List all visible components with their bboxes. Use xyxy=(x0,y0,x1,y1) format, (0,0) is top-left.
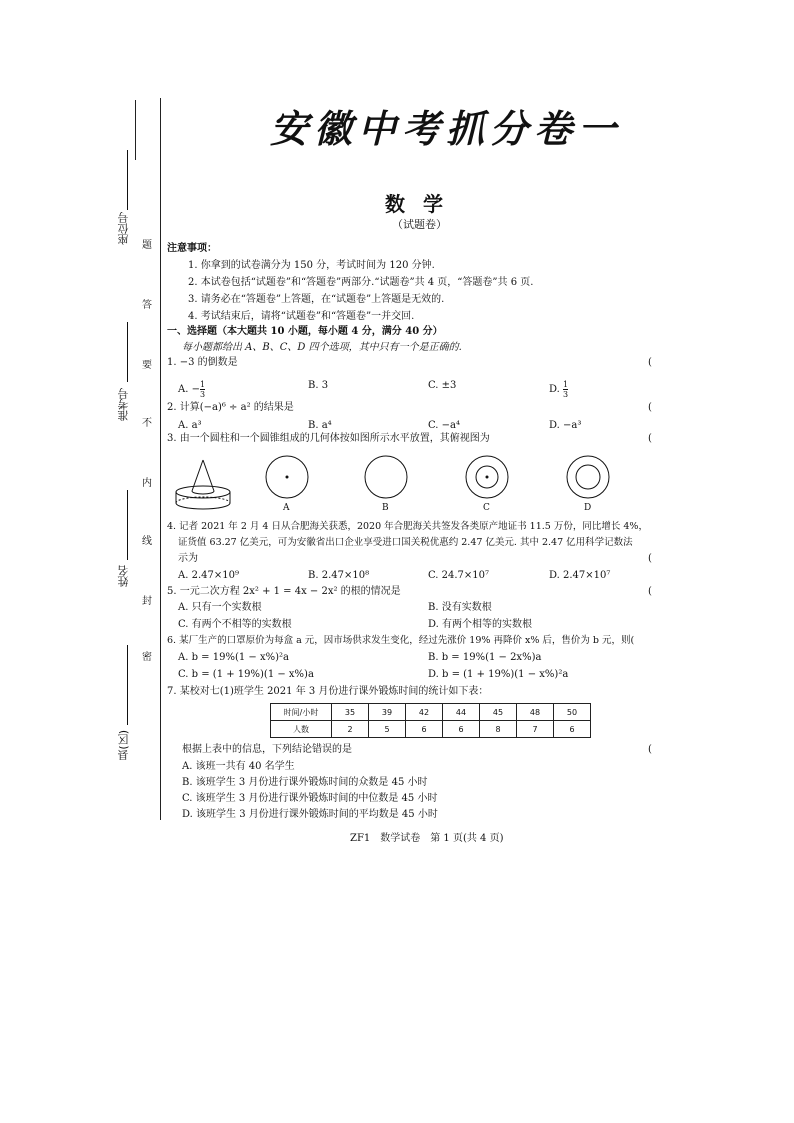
table-cell: 6 xyxy=(443,721,480,738)
table-header-cell: 时间/小时 xyxy=(271,704,332,721)
note-item: 2. 本试卷包括“试题卷”和“答题卷”两部分.“试题卷”共 4 页，“答题卷”共 6 页. xyxy=(188,277,534,288)
banner-title: 安徽中考抓分卷一 xyxy=(270,106,623,151)
q4-option-b: B. 2.47×10⁸ xyxy=(308,570,370,581)
seal-char: 线 xyxy=(142,536,152,547)
q1-option-b: B. 3 xyxy=(308,380,329,391)
table-cell: 7 xyxy=(517,721,554,738)
section-instruction: 每小题都给出 A、B、C、D 四个选项，其中只有一个是正确的. xyxy=(182,342,462,353)
q1-stem: 1. −3 的倒数是 xyxy=(167,357,238,368)
seal-char: 内 xyxy=(142,478,152,489)
q4-option-d: D. 2.47×10⁷ xyxy=(549,570,611,581)
q2-option-c: C. −a⁴ xyxy=(428,420,461,431)
table-cell: 50 xyxy=(554,704,591,721)
table-cell: 39 xyxy=(369,704,406,721)
table-cell: 6 xyxy=(554,721,591,738)
seal-char: 密 xyxy=(142,652,152,663)
table-cell: 5 xyxy=(369,721,406,738)
option-a-figure xyxy=(266,456,308,498)
q2-option-b: B. a⁴ xyxy=(308,420,332,431)
q1-option-a: A. − $\frac{1}{3}$ xyxy=(178,380,206,399)
q2-stem: 2. 计算(−a)⁶ ÷ a² 的结果是 xyxy=(167,402,294,413)
q3-label-b: B xyxy=(382,503,389,513)
q6-option-a: A. b = 19%(1 − x%)²a xyxy=(178,652,289,663)
q6-option-d: D. b = (1 + 19%)(1 − x%)²a xyxy=(428,669,569,680)
option-c-figure xyxy=(466,456,508,498)
section-title: 一、选择题（本大题共 10 小题，每小题 4 分，满分 40 分） xyxy=(167,326,443,337)
q7-table xyxy=(270,703,591,738)
note-item: 1. 你拿到的试卷满分为 150 分，考试时间为 120 分钟. xyxy=(188,260,435,271)
notes-title: 注意事项： xyxy=(167,243,217,254)
seal-char: 不 xyxy=(142,418,152,429)
q3-label-a: A xyxy=(283,503,290,513)
q4-line2: 证货值 63.27 亿美元，可为安徽省出口企业享受进口国关税优惠约 2.47 亿美元. 其中 2.47 亿用科学记数法 xyxy=(178,537,633,548)
answer-paren: ( xyxy=(648,586,652,597)
q4-option-c: C. 24.7×10⁷ xyxy=(428,570,490,581)
table-cell: 42 xyxy=(406,704,443,721)
name-blank xyxy=(127,490,128,560)
answer-paren: ( xyxy=(648,433,652,444)
q3-label-d: D xyxy=(584,503,592,513)
q1-option-c: C. ±3 xyxy=(428,380,457,391)
answer-paren: ( xyxy=(648,402,652,413)
table-row xyxy=(271,721,591,738)
q4-option-a: A. 2.47×10⁹ xyxy=(178,570,239,581)
q7-option-a: A. 该班一共有 40 名学生 xyxy=(182,761,295,772)
q1-option-d: D. $\frac{1}{3}$ xyxy=(549,380,569,399)
seal-char: 要 xyxy=(142,360,152,371)
seal-char: 答 xyxy=(142,300,152,311)
answer-paren: ( xyxy=(648,744,652,755)
q4-line3: 示为 xyxy=(178,553,198,564)
q6-option-b: B. b = 19%(1 − 2x%)a xyxy=(428,652,542,663)
county-label: 县(区) xyxy=(117,730,130,761)
exam-no-blank xyxy=(127,322,128,382)
note-item: 3. 请务必在“答题卷”上答题，在“试题卷”上答题是无效的. xyxy=(188,294,445,305)
q7-option-d: D. 该班学生 3 月份进行课外锻炼时间的平均数是 45 小时 xyxy=(182,809,438,820)
q5-option-b: B. 没有实数根 xyxy=(428,602,492,613)
q3-label-c: C xyxy=(483,503,490,513)
q5-stem: 5. 一元二次方程 2x² + 1 = 4x − 2x² 的根的情况是 xyxy=(167,586,401,597)
q6-stem: 6. 某厂生产的口罩原价为每盒 a 元，因市场供求发生变化，经过先涨价 19% 再降价 x% 后，售价为 b 元，则( xyxy=(167,635,635,646)
seat-label: 座位号 xyxy=(117,212,130,245)
answer-paren: ( xyxy=(648,553,652,564)
seal-char: 题 xyxy=(142,240,152,251)
answer-paren: ( xyxy=(648,357,652,368)
option-d-figure xyxy=(567,456,609,498)
q3-stem: 3. 由一个圆柱和一个圆锥组成的几何体按如图所示水平放置，其俯视图为 xyxy=(167,433,490,444)
table-cell: 44 xyxy=(443,704,480,721)
q2-option-a: A. a³ xyxy=(178,420,202,431)
table-cell: 35 xyxy=(332,704,369,721)
q7-stem: 7. 某校对七(1)班学生 2021 年 3 月份进行课外锻炼时间的统计如下表： xyxy=(167,686,489,697)
name-label: 姓名 xyxy=(117,565,130,587)
q4-line1: 4. 记者 2021 年 2 月 4 日从合肥海关获悉，2020 年合肥海关共签发各类原产地证书 11.5 万份，同比增长 4%， xyxy=(167,521,648,532)
table-cell: 48 xyxy=(517,704,554,721)
table-header-cell: 人数 xyxy=(271,721,332,738)
cone-cylinder-solid xyxy=(176,460,230,509)
q6-option-c: C. b = (1 + 19%)(1 − x%)a xyxy=(178,669,314,680)
table-cell: 8 xyxy=(480,721,517,738)
table-cell: 2 xyxy=(332,721,369,738)
note-item: 4. 考试结束后，请将“试题卷”和“答题卷”一并交回. xyxy=(188,311,415,322)
binding-line-top xyxy=(135,100,136,160)
q2-option-d: D. −a³ xyxy=(549,420,582,431)
q5-option-d: D. 有两个相等的实数根 xyxy=(428,619,533,630)
seal-char: 封 xyxy=(142,596,152,607)
table-cell: 45 xyxy=(480,704,517,721)
table-row xyxy=(271,704,591,721)
q7-option-b: B. 该班学生 3 月份进行课外锻炼时间的众数是 45 小时 xyxy=(182,777,428,788)
q3-figures xyxy=(170,455,640,515)
subtitle: （试题卷） xyxy=(392,218,447,231)
exam-no-label: 准考号 xyxy=(117,388,130,421)
table-cell: 6 xyxy=(406,721,443,738)
seat-blank xyxy=(127,150,128,210)
binding-line xyxy=(160,98,161,820)
q7-option-c: C. 该班学生 3 月份进行课外锻炼时间的中位数是 45 小时 xyxy=(182,793,438,804)
subject-title: 数学 xyxy=(385,192,461,216)
q7-prompt: 根据上表中的信息，下列结论错误的是 xyxy=(182,744,352,755)
option-b-figure xyxy=(365,456,407,498)
q5-option-a: A. 只有一个实数根 xyxy=(178,602,262,613)
county-blank xyxy=(127,645,128,725)
page-footer: ZF1 数学试卷 第 1 页(共 4 页) xyxy=(350,833,504,844)
q5-option-c: C. 有两个不相等的实数根 xyxy=(178,619,292,630)
